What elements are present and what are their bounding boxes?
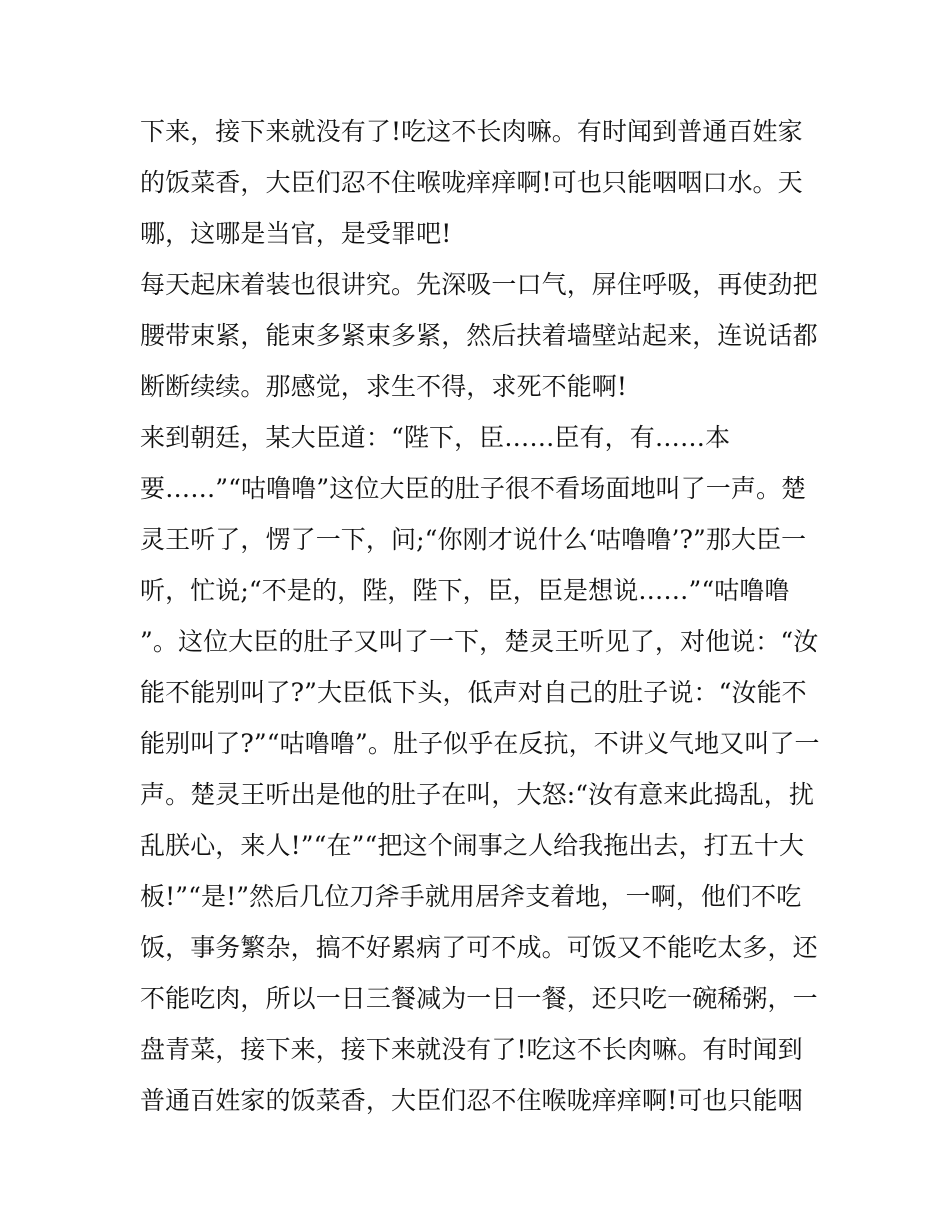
text-line: 断断续续。那感觉，求生不得，求死不能啊! [140, 372, 628, 401]
text-line: 来到朝廷，某大臣道：“陛下，臣……臣有，有……本 [140, 423, 731, 452]
text-line: 普通百姓家的饭菜香，大臣们忍不住喉咙痒痒啊!可也只能咽 [140, 1086, 803, 1115]
text-line: 乱朕心，来人!”“在”“把这个闹事之人给我拖出去，打五十大 [140, 831, 805, 860]
body-text [140, 106, 820, 1126]
text-line: 灵王听了，愣了一下，问;“你刚才说什么‘咕噜噜’?”那大臣一 [140, 525, 807, 554]
text-line: 能别叫了?”“咕噜噜”。肚子似乎在反抗，不讲义气地又叫了一 [140, 729, 820, 758]
text-line: 饭，事务繁杂，搞不好累病了可不成。可饭又不能吃太多，还 [140, 933, 818, 962]
text-line: 能不能别叫了?”大臣低下头，低声对自己的肚子说：“汝能不 [140, 678, 807, 707]
text-line: 盘青菜，接下来，接下来就没有了!吃这不长肉嘛。有时闻到 [140, 1035, 803, 1064]
text-line: 不能吃肉，所以一日三餐减为一日一餐，还只吃一碗稀粥，一 [140, 984, 818, 1013]
text-line: ”。这位大臣的肚子又叫了一下，楚灵王听见了，对他说：“汝 [140, 627, 819, 656]
text-line: 声。楚灵王听出是他的肚子在叫，大怒:“汝有意来此捣乱，扰 [140, 780, 815, 809]
text-line: 腰带束紧，能束多紧束多紧，然后扶着墙壁站起来，连说话都 [140, 321, 818, 350]
text-line: 板!”“是!”然后几位刀斧手就用居斧支着地，一啊，他们不吃 [140, 882, 802, 911]
text-line: 下来，接下来就没有了!吃这不长肉嘛。有时闻到普通百姓家 [140, 117, 803, 146]
text-line: 听，忙说;“不是的，陛，陛下，臣，臣是想说……”“咕噜噜 [140, 576, 790, 605]
text-line: 要……”“咕噜噜”这位大臣的肚子很不看场面地叫了一声。楚 [140, 474, 807, 503]
text-line: 每天起床着装也很讲究。先深吸一口气，屏住呼吸，再使劲把 [140, 270, 818, 299]
text-line: 的饭菜香，大臣们忍不住喉咙痒痒啊!可也只能咽咽口水。天 [140, 168, 803, 197]
text-line: 哪，这哪是当官，是受罪吧! [140, 219, 452, 248]
